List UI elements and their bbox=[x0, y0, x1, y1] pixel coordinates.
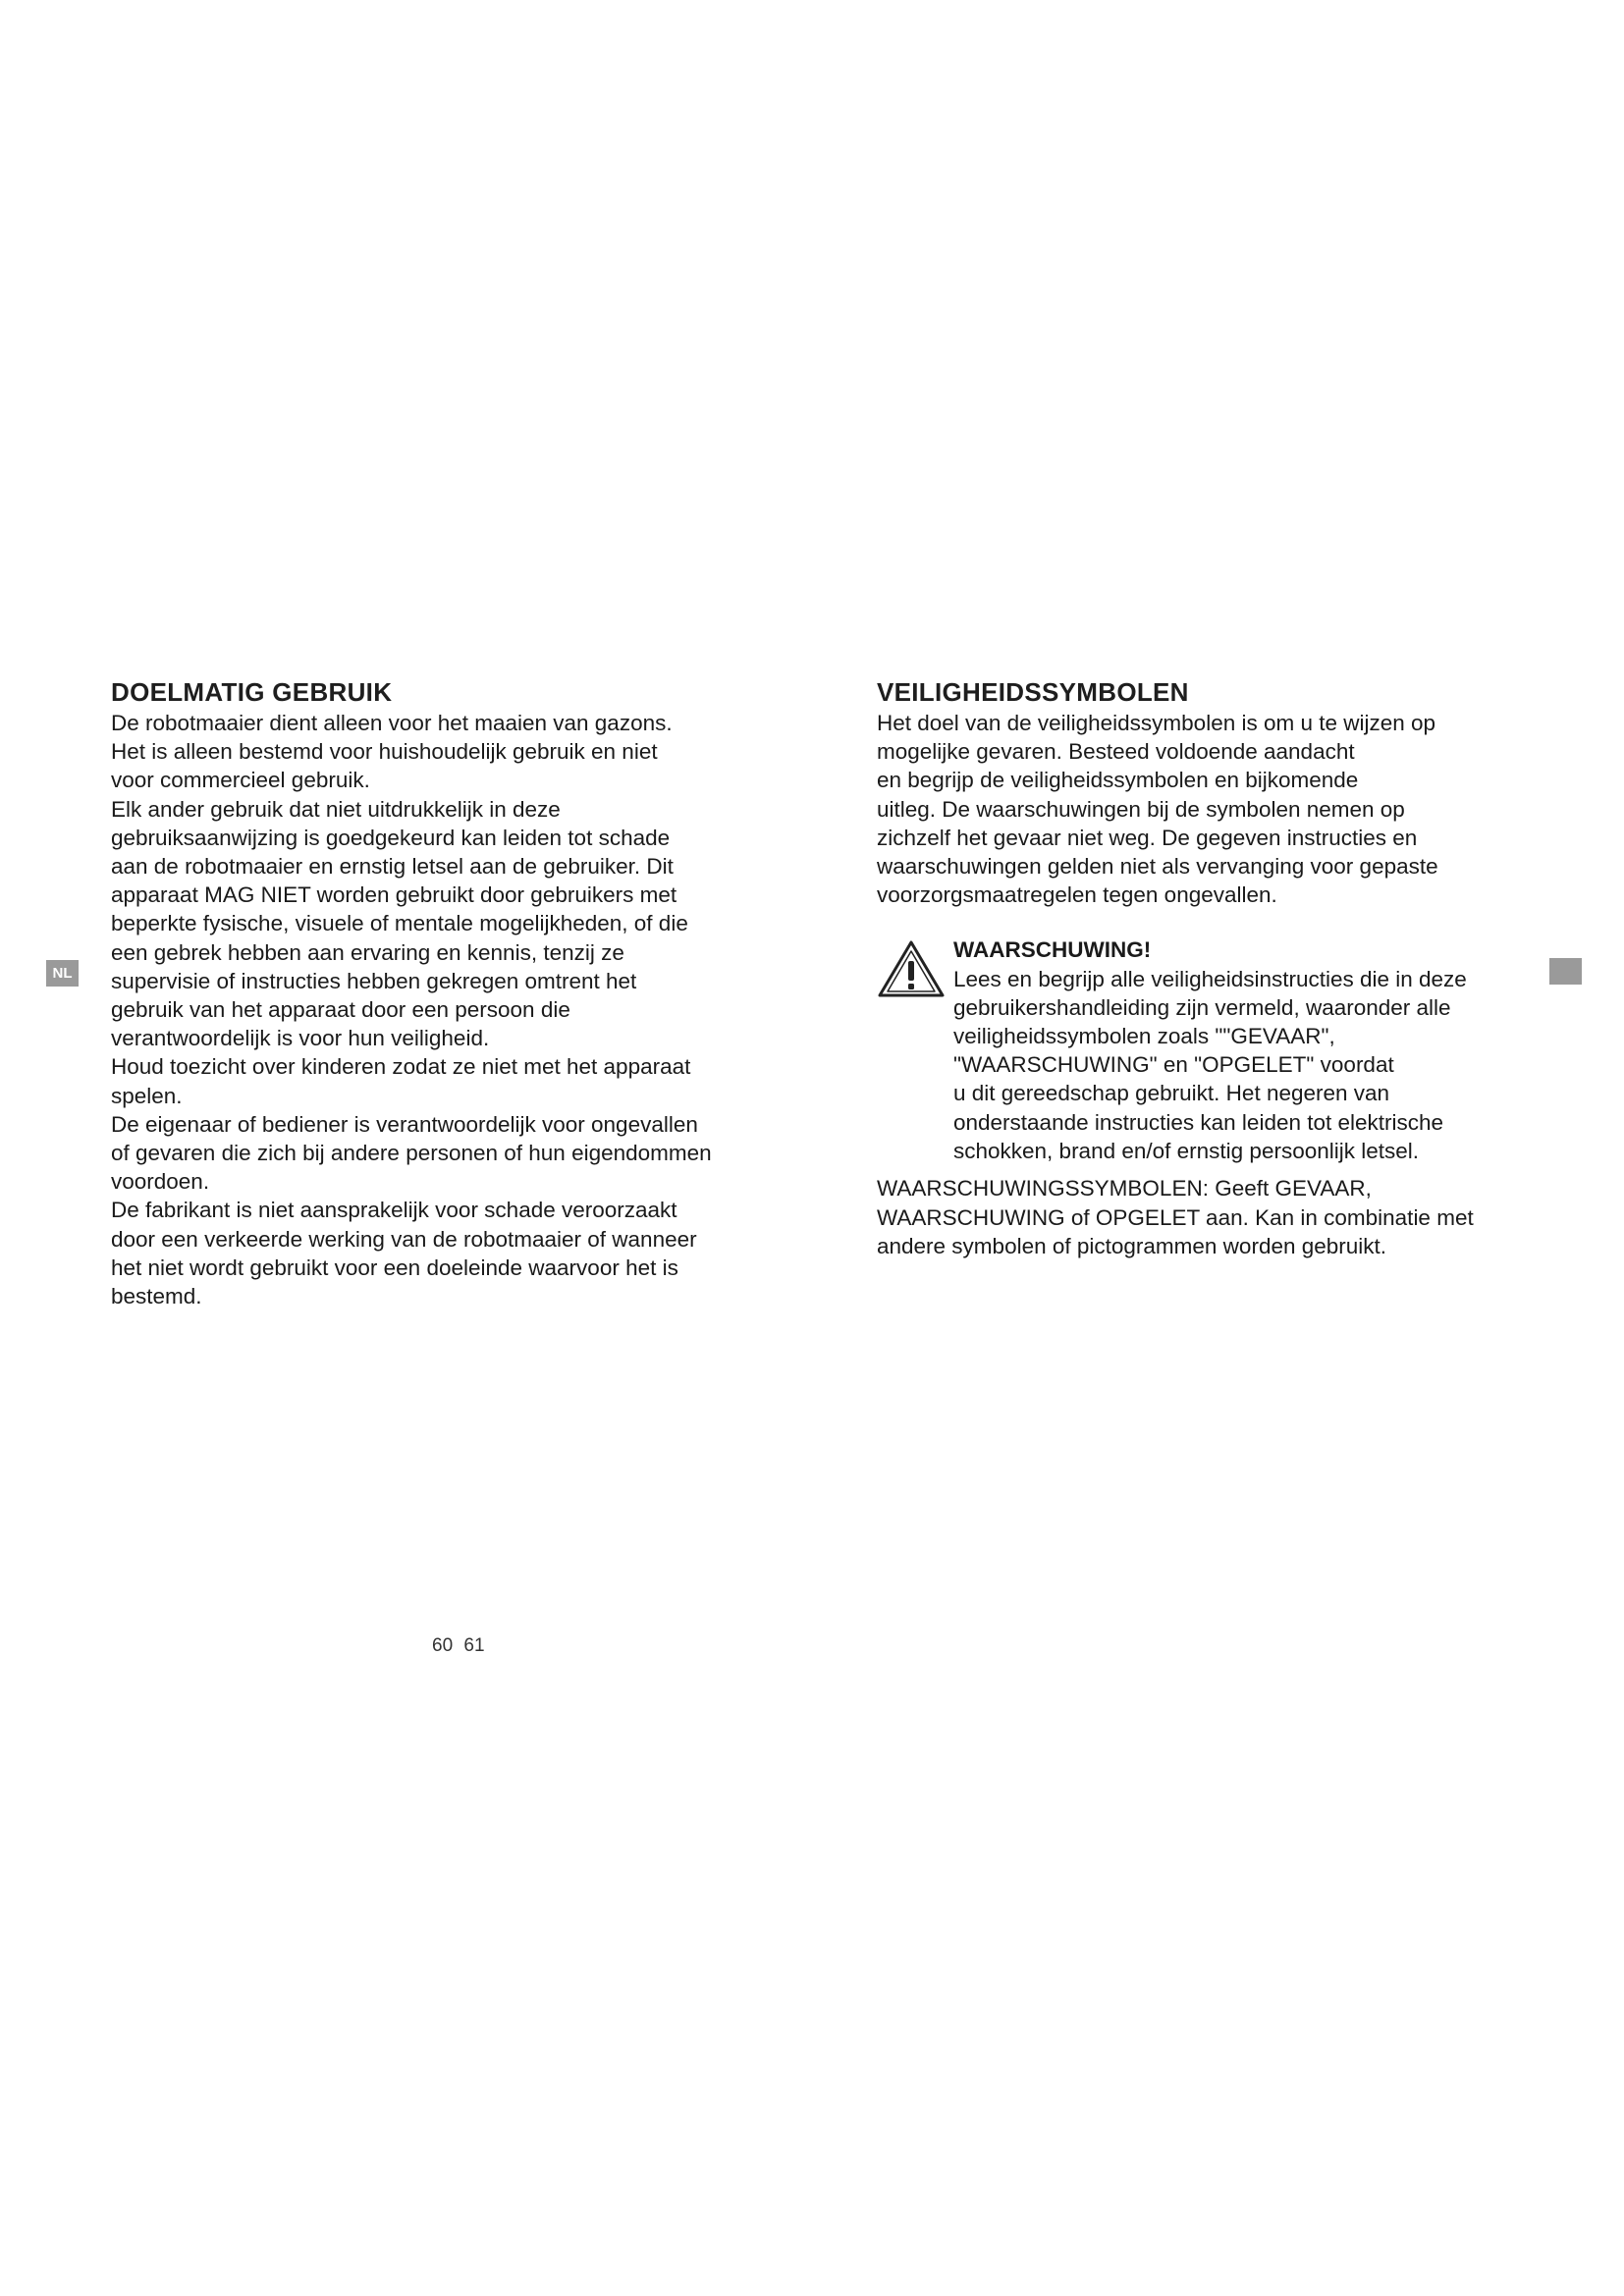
warning-body bbox=[953, 965, 1467, 1165]
warning-line: schokken, brand en/of ernstig persoonlijk letsel. bbox=[953, 1138, 1420, 1163]
text-line: bestemd. bbox=[111, 1284, 202, 1309]
text-line: waarschuwingen gelden niet als vervanging voor gepaste bbox=[877, 854, 1438, 880]
text-line: zichzelf het gevaar niet weg. De gegeven instructies en bbox=[877, 825, 1418, 850]
text-line: en begrijp de veiligheidssymbolen en bijkomende bbox=[877, 768, 1359, 793]
text-line: voorzorgsmaatregelen tegen ongevallen. bbox=[877, 882, 1277, 908]
warning-triangle-icon bbox=[877, 939, 946, 998]
text-line: Het doel van de veiligheidssymbolen is om u te wijzen op bbox=[877, 711, 1436, 735]
text-line: door een verkeerde werking van de robotmaaier of wanneer bbox=[111, 1226, 697, 1252]
text-line: andere symbolen of pictogrammen worden gebruikt. bbox=[877, 1233, 1387, 1258]
text-line: supervisie of instructies hebben gekregen omtrent het bbox=[111, 968, 637, 993]
warning-line: "WAARSCHUWING" en "OPGELET" voordat bbox=[953, 1052, 1394, 1078]
text-line: of gevaren die zich bij andere personen of hun eigendommen bbox=[111, 1141, 712, 1166]
text-line: een gebrek hebben aan ervaring en kennis, tenzij ze bbox=[111, 939, 624, 965]
warning-block bbox=[877, 935, 1624, 1174]
intended-use-text bbox=[111, 709, 867, 1310]
text-line: Houd toezicht over kinderen zodat ze niet met het apparaat bbox=[111, 1054, 691, 1080]
text-line: spelen. bbox=[111, 1083, 183, 1108]
text-line: Elk ander gebruik dat niet uitdrukkelijk in deze bbox=[111, 796, 561, 822]
safety-symbols-text bbox=[877, 709, 1624, 909]
text-line: De fabrikant is niet aansprakelijk voor schade veroorzaakt bbox=[111, 1198, 677, 1223]
warning-line: Lees en begrijp alle veiligheidsinstructies die in deze bbox=[953, 966, 1467, 991]
text-line: WAARSCHUWING of OPGELET aan. Kan in combinatie met bbox=[877, 1204, 1474, 1230]
warning-line: veiligheidssymbolen zoals ""GEVAAR", bbox=[953, 1024, 1335, 1049]
warning-symbols-text bbox=[877, 1174, 1624, 1260]
text-line: Het is alleen bestemd voor huishoudelijk gebruik en niet bbox=[111, 739, 658, 765]
section-safety-symbols bbox=[877, 675, 1624, 1260]
section-intended-use bbox=[111, 675, 867, 1310]
text-line: mogelijke gevaren. Besteed voldoende aandacht bbox=[877, 739, 1355, 765]
text-line: apparaat MAG NIET worden gebruikt door gebruikers met bbox=[111, 882, 677, 908]
page-number: 60 61 bbox=[432, 1635, 485, 1656]
text-line: uitleg. De waarschuwingen bij de symbolen nemen op bbox=[877, 796, 1405, 822]
text-line: gebruiksaanwijzing is goedgekeurd kan leiden tot schade bbox=[111, 825, 671, 850]
text-line: het niet wordt gebruikt voor een doeleinde waarvoor het is bbox=[111, 1255, 678, 1280]
warning-line: u dit gereedschap gebruikt. Het negeren van bbox=[953, 1081, 1390, 1106]
text-line: voor commercieel gebruik. bbox=[111, 768, 370, 793]
section-heading-intended-use: DOELMATIG GEBRUIK bbox=[111, 677, 393, 707]
warning-line: gebruikershandleiding zijn vermeld, waaronder alle bbox=[953, 994, 1451, 1020]
text-line: aan de robotmaaier en ernstig letsel aan de gebruiker. Dit bbox=[111, 854, 674, 880]
text-line: beperkte fysische, visuele of mentale mogelijkheden, of die bbox=[111, 911, 688, 936]
language-tab: NL bbox=[46, 960, 79, 987]
text-line: WAARSCHUWINGSSYMBOLEN: Geeft GEVAAR, bbox=[877, 1176, 1372, 1201]
text-line: gebruik van het apparaat door een persoon die bbox=[111, 997, 570, 1023]
text-line: De eigenaar of bediener is verantwoordelijk voor ongevallen bbox=[111, 1111, 698, 1137]
section-heading-safety-symbols: VEILIGHEIDSSYMBOLEN bbox=[877, 677, 1189, 707]
warning-title: WAARSCHUWING! bbox=[953, 937, 1152, 963]
warning-line: onderstaande instructies kan leiden tot elektrische bbox=[953, 1109, 1444, 1135]
text-line: voordoen. bbox=[111, 1169, 210, 1195]
text-line: De robotmaaier dient alleen voor het maaien van gazons. bbox=[111, 711, 673, 735]
warning-text bbox=[953, 935, 1467, 1165]
text-line: verantwoordelijk is voor hun veiligheid. bbox=[111, 1026, 490, 1051]
